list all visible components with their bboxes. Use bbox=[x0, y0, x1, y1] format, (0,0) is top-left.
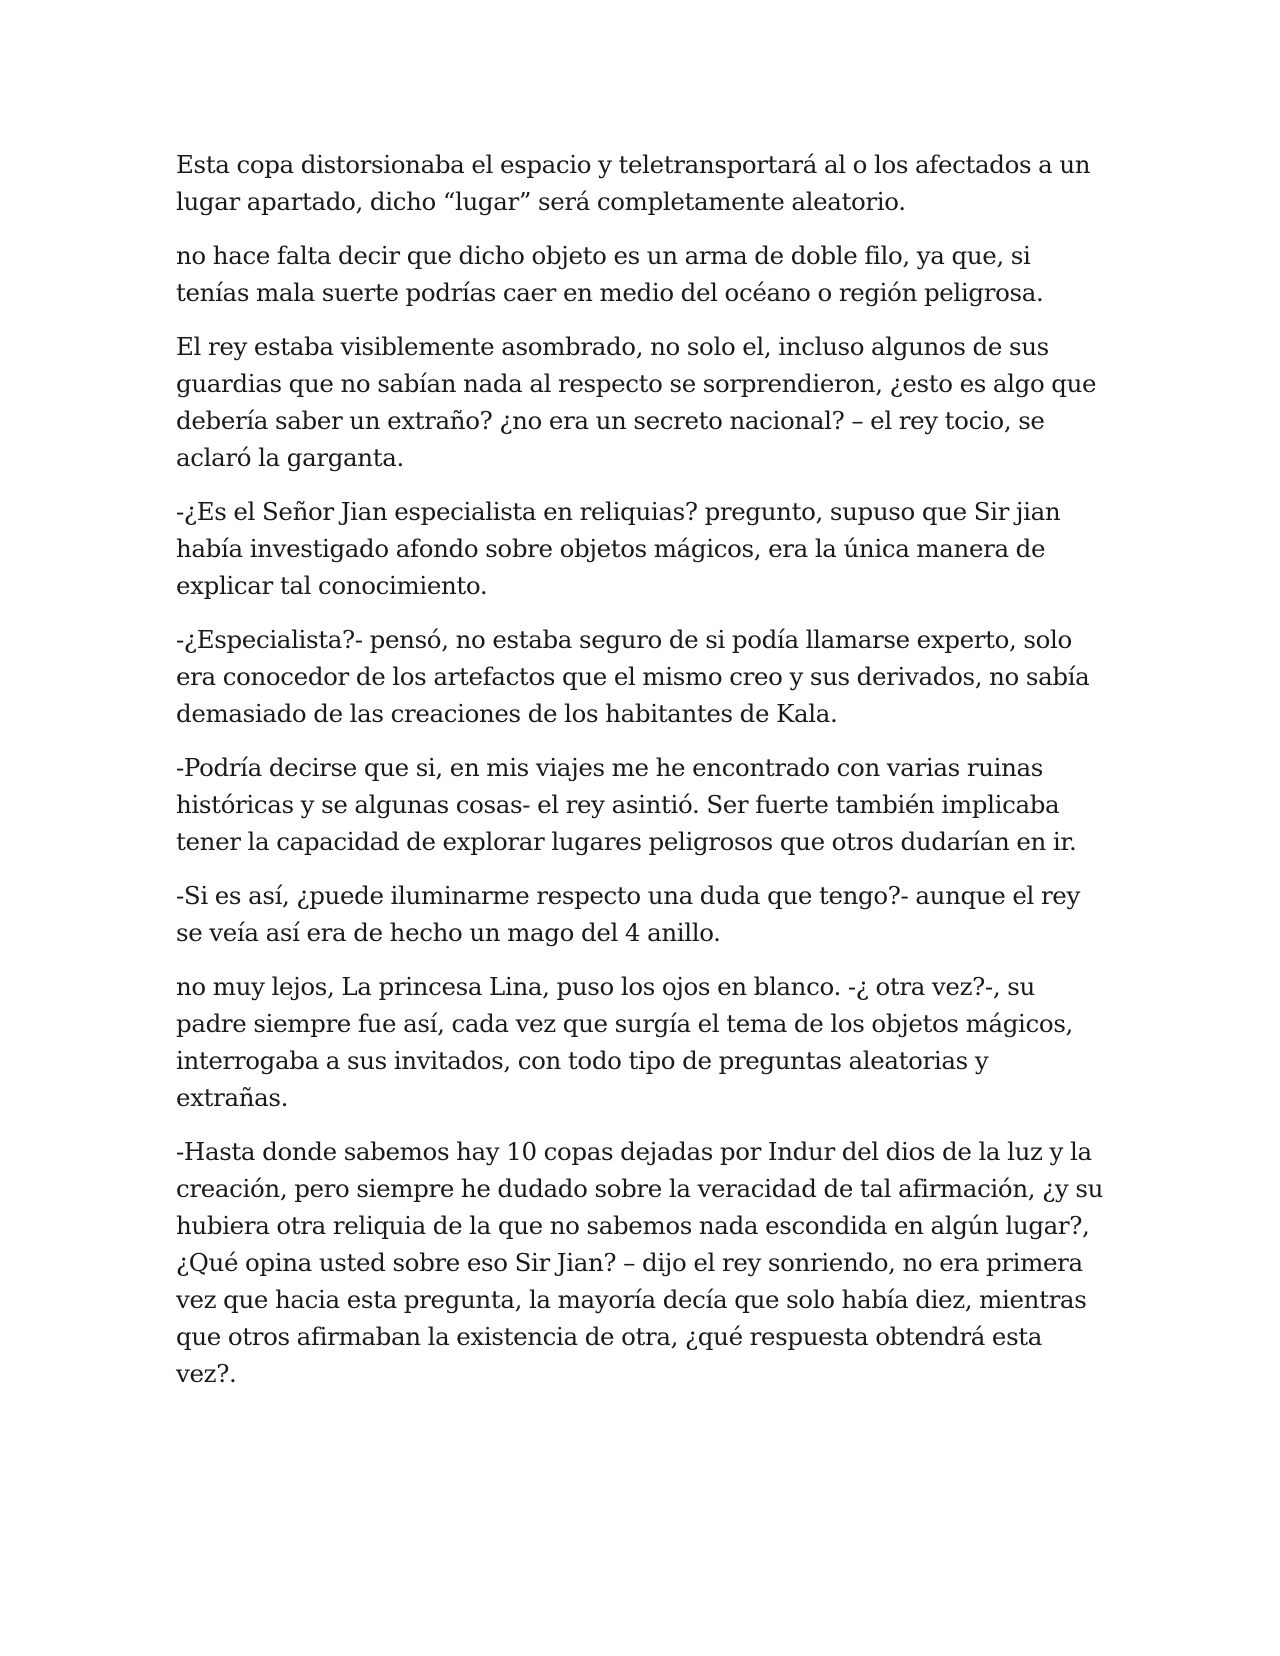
paragraph-7: -Si es así, ¿puede iluminarme respecto una duda que tengo?- aunque el rey se veía así era de hecho un mago del 4 anillo. bbox=[176, 881, 1080, 947]
paragraph-8: no muy lejos, La princesa Lina, puso los ojos en blanco. -¿ otra vez?-, su padre siempre fue así, cada vez que surgía el tema de los objetos mágicos, interrogaba a sus invitados, con todo tipo de preguntas aleatorias y extrañas. bbox=[176, 972, 1073, 1112]
document-body bbox=[176, 146, 1106, 1409]
paragraph-5: -¿Especialista?- pensó, no estaba seguro de si podía llamarse experto, solo era conocedor de los artefactos que el mismo creo y sus derivados, no sabía demasiado de las creaciones de los habitantes de Kala. bbox=[176, 625, 1090, 728]
paragraph-9: -Hasta donde sabemos hay 10 copas dejadas por Indur del dios de la luz y la creación, pero siempre he dudado sobre la veracidad de tal afirmación, ¿y su hubiera otra reliquia de la que no sabemos nada escondida en algún lugar?, ¿Qué opina usted sobre eso Sir Jian? – dijo el rey sonriendo, no era primera vez que hacia esta pregunta, la mayoría decía que solo había diez, mientras que otros afirmaban la existencia de otra, ¿qué respuesta obtendrá esta vez?. bbox=[176, 1137, 1103, 1388]
paragraph-3: El rey estaba visiblemente asombrado, no solo el, incluso algunos de sus guardias que no sabían nada al respecto se sorprendieron, ¿esto es algo que debería saber un extraño? ¿no era un secreto nacional? – el rey tocio, se aclaró la garganta. bbox=[176, 332, 1097, 472]
paragraph-1: Esta copa distorsionaba el espacio y teletransportará al o los afectados a un lugar apartado, dicho “lugar” será completamente aleatorio. bbox=[176, 150, 1091, 216]
paragraph-4: -¿Es el Señor Jian especialista en reliquias? pregunto, supuso que Sir jian había investigado afondo sobre objetos mágicos, era la única manera de explicar tal conocimiento. bbox=[176, 497, 1061, 600]
paragraph-6: -Podría decirse que si, en mis viajes me he encontrado con varias ruinas históricas y se algunas cosas- el rey asintió. Ser fuerte también implicaba tener la capacidad de explorar lugares peligrosos que otros dudarían en ir. bbox=[176, 753, 1077, 856]
paragraph-2: no hace falta decir que dicho objeto es un arma de doble filo, ya que, si tenías mala suerte podrías caer en medio del océano o región peligrosa. bbox=[176, 241, 1044, 307]
